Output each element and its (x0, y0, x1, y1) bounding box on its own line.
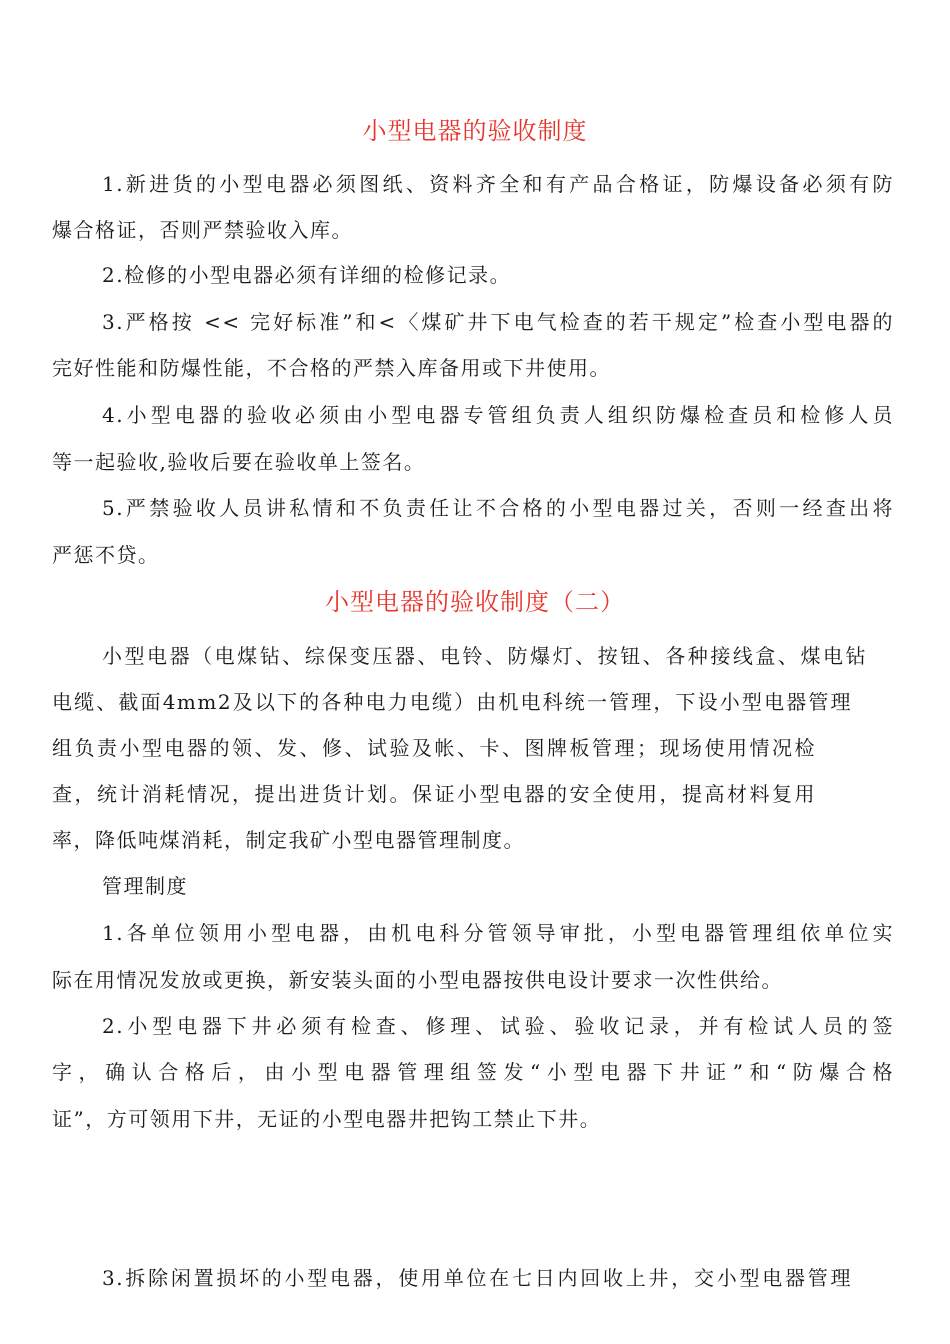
section1-line-3: 2.检修的小型电器必须有详细的检修记录。 (102, 263, 512, 287)
section1-line-2: 爆合格证，否则严禁验收入库。 (52, 218, 353, 242)
section2-line-11: 证”，方可领用下井，无证的小型电器井把钩工禁止下井。 (52, 1107, 602, 1131)
section2-line-8: 际在用情况发放或更换，新安装头面的小型电器按供电设计要求一次性供给。 (52, 968, 783, 992)
section2-line-4: 查，统计消耗情况，提出进货计划。保证小型电器的安全使用，提高材料复用 (52, 782, 816, 806)
section2-line-7: 1.各单位领用小型电器，由机电科分管领导审批，小型电器管理组依单位实 (102, 921, 894, 945)
section2-title: 小型电器的验收制度（二） (325, 588, 625, 616)
section2-line-9: 2.小型电器下井必须有检查、修理、试验、验收记录，并有检试人员的签 (102, 1014, 894, 1038)
section1-line-6: 4.小型电器的验收必须由小型电器专管组负责人组织防爆检查员和检修人员 (102, 403, 894, 427)
section1-line-1: 1.新进货的小型电器必须图纸、资料齐全和有产品合格证，防爆设备必须有防 (102, 172, 894, 196)
section1-line-7: 等一起验收,验收后要在验收单上签名。 (52, 450, 426, 474)
section2-line-2: 电缆、截面4mm2及以下的各种电力电缆）由机电科统一管理，下设小型电器管理 (52, 690, 852, 714)
section1-line-4: 3.严格按 << 完好标准”和<〈煤矿井下电气检查的若干规定”检查小型电器的 (102, 310, 894, 334)
section1-line-9: 严惩不贷。 (52, 543, 160, 567)
section1-title: 小型电器的验收制度 (362, 117, 588, 145)
section1-line-8: 5.严禁验收人员讲私情和不负责任让不合格的小型电器过关，否则一经查出将 (102, 496, 894, 520)
section2-line-10: 字，确认合格后，由小型电器管理组签发“小型电器下井证”和“防爆合格 (52, 1060, 894, 1084)
section2-line-12: 3.拆除闲置损坏的小型电器，使用单位在七日内回收上井，交小型电器管理 (102, 1266, 852, 1290)
section2-line-6: 管理制度 (102, 874, 188, 898)
section2-line-1: 小型电器（电煤钻、综保变压器、电铃、防爆灯、按钮、各种接线盒、煤电钻 (102, 644, 867, 668)
section2-line-3: 组负责小型电器的领、发、修、试验及帐、卡、图牌板管理；现场使用情况检 (52, 736, 816, 760)
section1-line-5: 完好性能和防爆性能，不合格的严禁入库备用或下井使用。 (52, 356, 611, 380)
section2-line-5: 率，降低吨煤消耗，制定我矿小型电器管理制度。 (52, 828, 525, 852)
